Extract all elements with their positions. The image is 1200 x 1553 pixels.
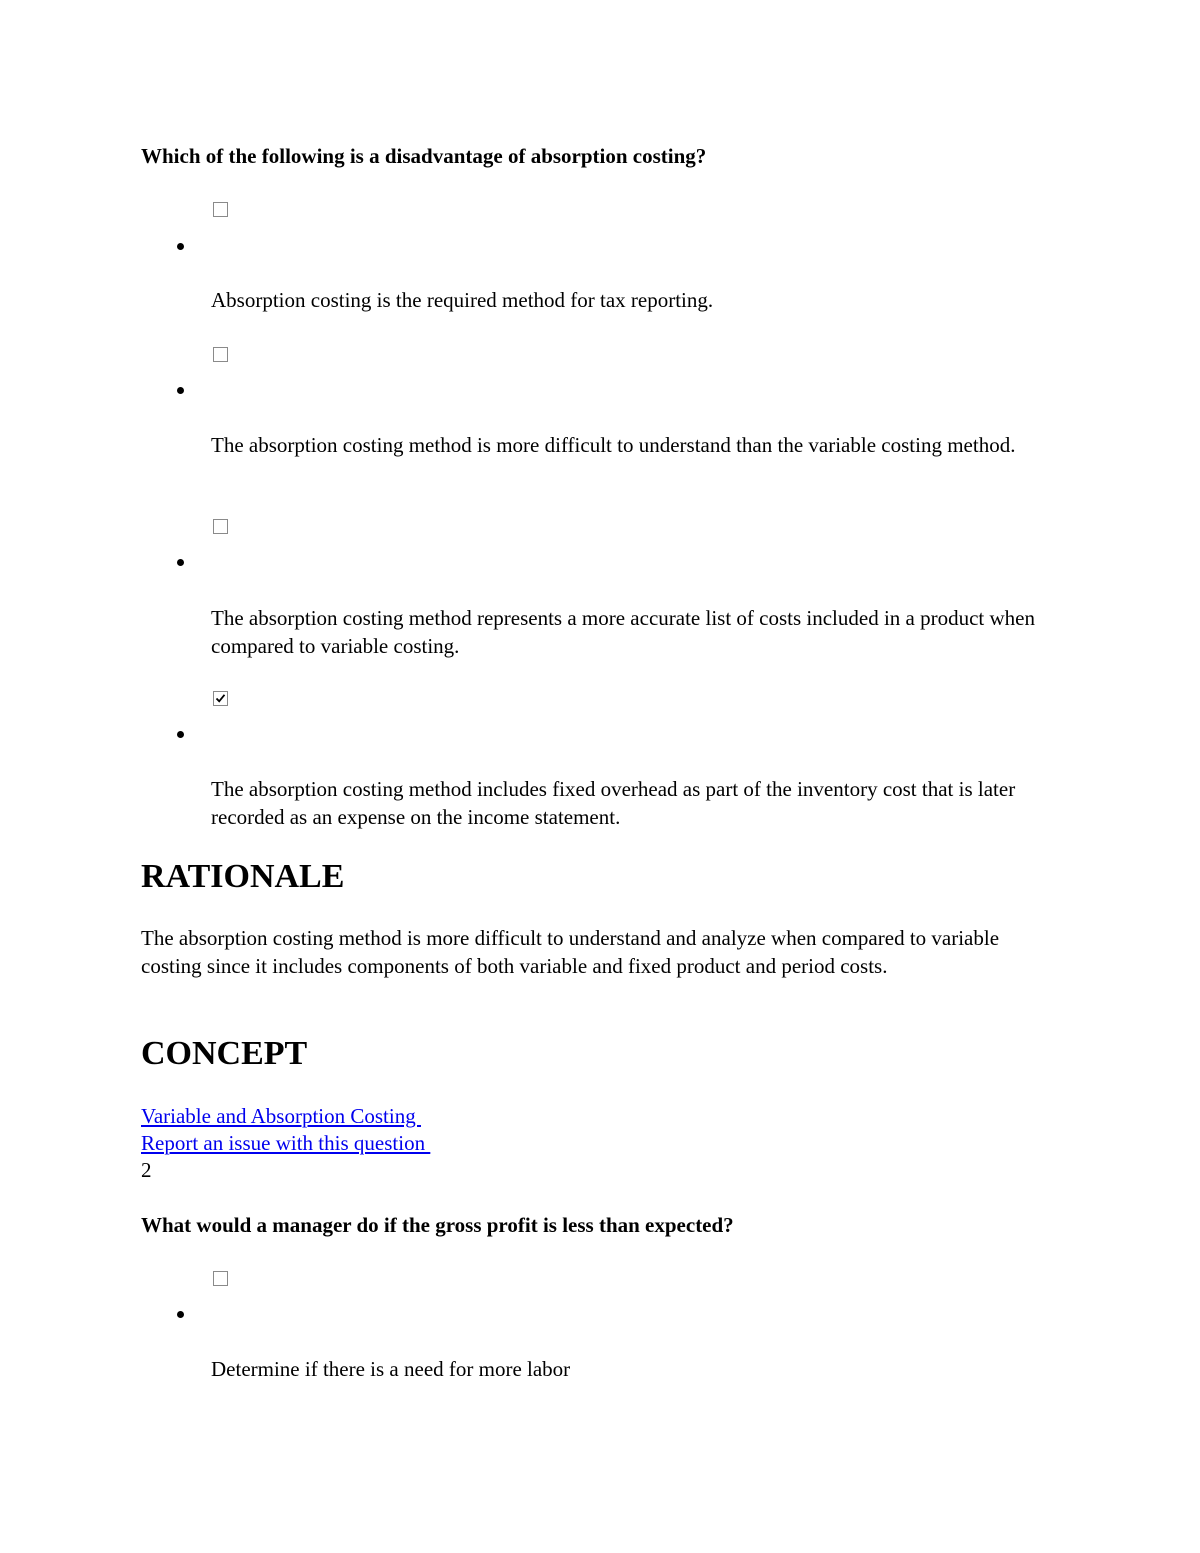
option-4-text: The absorption costing method includes fixed overhead as part of the inventory cost that is later recorded as an expense on the income statement. (211, 777, 1016, 829)
q2-option-1-bullet (177, 1311, 184, 1318)
option-2-text: The absorption costing method is more difficult to understand than the variable costing method. (211, 433, 1016, 457)
q2-option-1-checkbox[interactable] (213, 1271, 228, 1286)
checkmark-icon (215, 693, 226, 704)
rationale-text: The absorption costing method is more difficult to understand and analyze when compared to variable costing since it includes components of both variable and fixed product and period costs. (141, 926, 1000, 978)
option-2-checkbox[interactable] (213, 347, 228, 362)
option-4-checkbox[interactable] (213, 691, 228, 706)
question-2-prompt: What would a manager do if the gross profit is less than expected? (141, 1213, 734, 1237)
option-3-text: The absorption costing method represents a more accurate list of costs included in a product when compared to variable costing. (211, 606, 1036, 658)
report-issue-link[interactable]: Report an issue with this question (141, 1131, 431, 1155)
option-2-bullet (177, 387, 184, 394)
option-1-bullet (177, 243, 184, 250)
option-4-bullet (177, 731, 184, 738)
option-1-text: Absorption costing is the required method for tax reporting. (211, 288, 714, 312)
q2-option-1-text: Determine if there is a need for more labor (211, 1357, 571, 1381)
option-3-bullet (177, 559, 184, 566)
option-3-checkbox[interactable] (213, 519, 228, 534)
option-1-checkbox[interactable] (213, 202, 228, 217)
concept-heading: CONCEPT (141, 1035, 308, 1072)
question-number: 2 (141, 1158, 152, 1182)
concept-link[interactable]: Variable and Absorption Costing (141, 1104, 421, 1128)
question-1-prompt: Which of the following is a disadvantage of absorption costing? (141, 144, 707, 168)
rationale-heading: RATIONALE (141, 858, 345, 895)
